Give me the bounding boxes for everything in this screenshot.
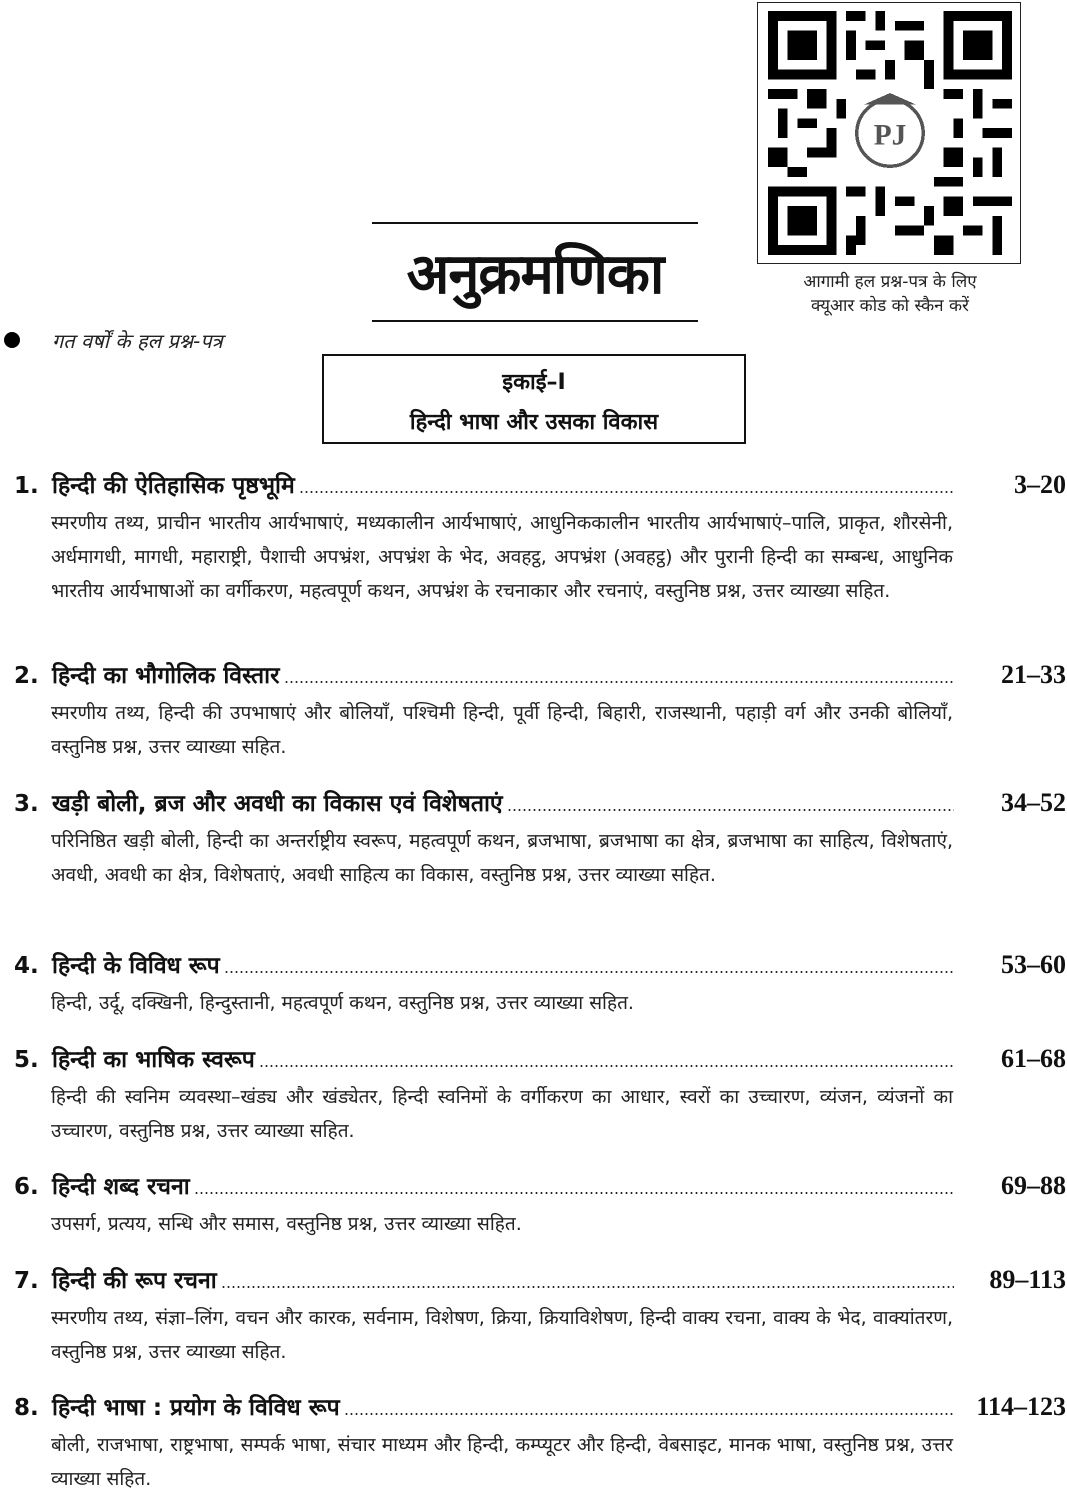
- entry-number: 1.: [14, 473, 39, 499]
- qr-code-box: [757, 2, 1021, 264]
- leader-dots: [259, 1065, 954, 1067]
- entry-description: स्मरणीय तथ्य, प्राचीन भारतीय आर्यभाषाएं, मध्यकालीन आर्यभाषाएं, आधुनिककालीन भारतीय आर्यभाषाएं–पालि, प्राकृत, शौरसेनी, अर्धमागधी, मागधी, महाराष्ट्री, पैशाची अपभ्रंश, अपभ्रंश के भेद, अवहट्ठ, अपभ्रंश (अवहट्ठ) और पुरानी हिन्दी का सम्बन्ध, आधुनिक भारतीय आर्यभाषाओं का वर्गीकरण, महत्वपूर्ण कथन, अपभ्रंश के रचनाकार और रचनाएं, वस्तुनिष्ठ प्रश्न, उत्तर व्याख्या सहित.: [51, 512, 953, 602]
- leader-dots: [299, 491, 954, 493]
- toc-entry[interactable]: [14, 948, 1066, 1020]
- qr-caption-line2: क्यूआर कोड को स्कैन करें: [810, 296, 970, 316]
- page-title: अनुक्रमणिका: [372, 222, 698, 322]
- entry-pages: 69–88: [1001, 1171, 1066, 1200]
- toc-entry[interactable]: [14, 786, 1066, 892]
- svg-text:PJ: PJ: [873, 119, 907, 152]
- entry-pages: 21–33: [1001, 660, 1066, 689]
- entry-number: 8.: [14, 1395, 39, 1421]
- entry-pages: 53–60: [1001, 950, 1066, 979]
- entry-title: हिन्दी के विविध रूप: [52, 953, 220, 979]
- leader-dots: [221, 1286, 954, 1288]
- entry-number: 5.: [14, 1047, 39, 1073]
- leader-dots: [224, 971, 954, 973]
- entry-number: 2.: [14, 663, 39, 689]
- entry-title: हिन्दी की ऐतिहासिक पृष्ठभूमि: [52, 473, 295, 499]
- leader-dots: [284, 681, 954, 683]
- entry-number: 4.: [14, 953, 39, 979]
- leader-dots: [194, 1192, 954, 1194]
- qr-caption-line1: आगामी हल प्रश्न-पत्र के लिए: [803, 272, 977, 292]
- toc-entry[interactable]: [14, 1169, 1066, 1241]
- previous-papers-label: गत वर्षों के हल प्रश्न-पत्र: [52, 329, 223, 353]
- entry-number: 7.: [14, 1268, 39, 1294]
- leader-dots: [344, 1413, 954, 1415]
- entry-description: हिन्दी की स्वनिम व्यवस्था–खंड्य और खंड्येतर, हिन्दी स्वनिमों के वर्गीकरण का आधार, स्वरों का उच्चारण, व्यंजन, व्यंजनों का उच्चारण, वस्तुनिष्ठ प्रश्न, उत्तर व्याख्या सहित.: [51, 1086, 953, 1142]
- entry-title: हिन्दी का भौगोलिक विस्तार: [52, 663, 280, 689]
- entry-title: खड़ी बोली, ब्रज और अवधी का विकास एवं विशेषताएं: [52, 791, 503, 817]
- toc-entry[interactable]: [14, 1042, 1066, 1148]
- entry-number: 6.: [14, 1174, 39, 1200]
- entry-description: हिन्दी, उर्दू, दक्खिनी, हिन्दुस्तानी, महत्वपूर्ण कथन, वस्तुनिष्ठ प्रश्न, उत्तर व्याख्या सहित.: [51, 992, 634, 1014]
- entry-pages: 89–113: [989, 1265, 1066, 1294]
- entry-description: बोली, राजभाषा, राष्ट्रभाषा, सम्पर्क भाषा, संचार माध्यम और हिन्दी, कम्प्यूटर और हिन्दी, वेबसाइट, मानक भाषा, वस्तुनिष्ठ प्रश्न, उत्तर व्याख्या सहित.: [51, 1434, 953, 1490]
- entry-number: 3.: [14, 791, 39, 817]
- toc-entry[interactable]: [14, 658, 1066, 764]
- bullet-icon: [4, 332, 20, 348]
- toc-entry[interactable]: [14, 1390, 1066, 1496]
- unit-number: इकाई–I: [502, 370, 566, 395]
- toc-entry[interactable]: [14, 468, 1066, 608]
- entry-pages: 3–20: [1014, 470, 1066, 499]
- entry-title: हिन्दी का भाषिक स्वरूप: [52, 1047, 255, 1073]
- entry-pages: 61–68: [1001, 1044, 1066, 1073]
- entry-description: परिनिष्ठित खड़ी बोली, हिन्दी का अन्तर्राष्ट्रीय स्वरूप, महत्वपूर्ण कथन, ब्रजभाषा, ब्रजभाषा का क्षेत्र, ब्रजभाषा का साहित्य, विशेषताएं, अवधी, अवधी का क्षेत्र, विशेषताएं, अवधी साहित्य का विकास, वस्तुनिष्ठ प्रश्न, उत्तर व्याख्या सहित.: [51, 830, 953, 886]
- toc-entry[interactable]: [14, 1263, 1066, 1369]
- entry-description: उपसर्ग, प्रत्यय, सन्धि और समास, वस्तुनिष्ठ प्रश्न, उत्तर व्याख्या सहित.: [51, 1213, 522, 1235]
- unit-title: हिन्दी भाषा और उसका विकास: [409, 410, 659, 435]
- entry-title: हिन्दी भाषा : प्रयोग के विविध रूप: [52, 1395, 340, 1421]
- leader-dots: [507, 809, 954, 811]
- entry-description: स्मरणीय तथ्य, संज्ञा–लिंग, वचन और कारक, सर्वनाम, विशेषण, क्रिया, क्रियाविशेषण, हिन्दी वाक्य रचना, वाक्य के भेद, वाक्यांतरण, वस्तुनिष्ठ प्रश्न, उत्तर व्याख्या सहित.: [51, 1307, 953, 1363]
- unit-box: [322, 354, 746, 444]
- entry-description: स्मरणीय तथ्य, हिन्दी की उपभाषाएं और बोलियाँ, पश्चिमी हिन्दी, पूर्वी हिन्दी, बिहारी, राजस्थानी, पहाड़ी वर्ग और उनकी बोलियाँ, वस्तुनिष्ठ प्रश्न, उत्तर व्याख्या सहित.: [51, 702, 953, 758]
- entry-pages: 114–123: [976, 1392, 1066, 1421]
- entry-pages: 34–52: [1001, 788, 1066, 817]
- qr-code-icon: [768, 11, 1012, 255]
- entry-title: हिन्दी शब्द रचना: [52, 1174, 190, 1200]
- entry-title: हिन्दी की रूप रचना: [52, 1268, 217, 1294]
- qr-caption: [752, 270, 1028, 318]
